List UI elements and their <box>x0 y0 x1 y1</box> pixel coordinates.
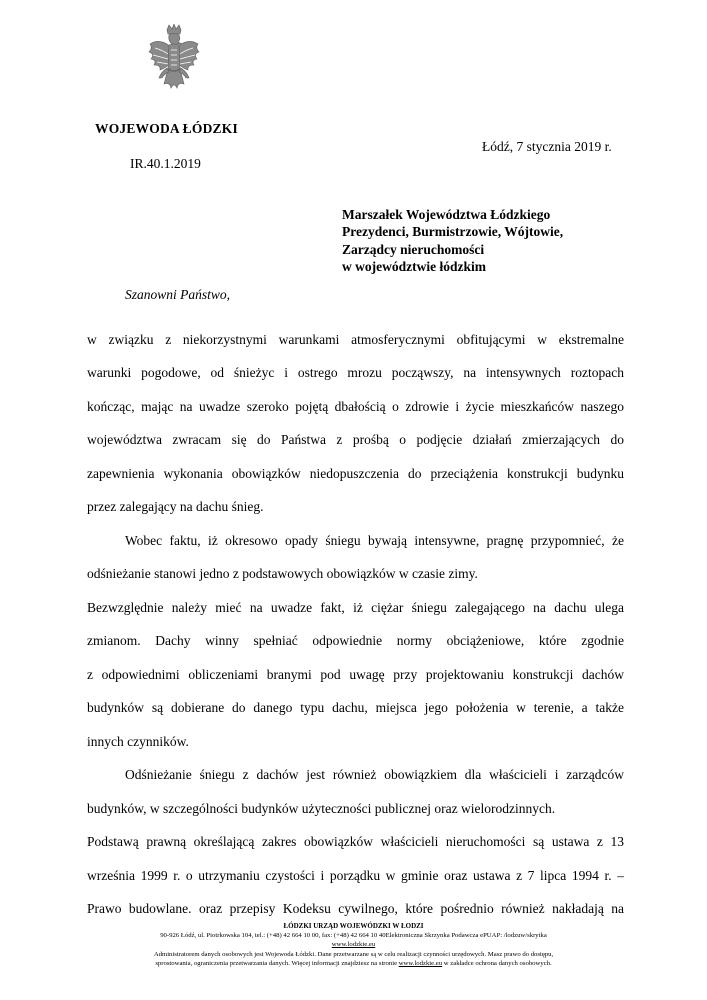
salutation: Szanowni Państwo, <box>125 287 231 302</box>
footer-privacy-link[interactable]: www.lodzkie.eu <box>398 960 443 967</box>
issuer-title: WOJEWODA ŁÓDZKI <box>95 121 238 136</box>
footer-privacy-line-2 <box>0 960 707 967</box>
footer-website-link[interactable]: www.lodzkie.eu <box>331 941 376 948</box>
polish-eagle-emblem <box>147 24 201 110</box>
body-line: w związku z niekorzystnymi warunkami atmosferycznymi obfitującymi w ekstremalne <box>87 332 624 347</box>
recipient-line: Marszałek Województwa Łódzkiego <box>342 207 551 222</box>
body-line: innych czynników. <box>87 734 189 749</box>
body-line: września 1999 r. o utrzymaniu czystości i porządku w gminie oraz ustawa z 7 lipca 1994 r. – <box>87 868 624 883</box>
body-line: odśnieżanie stanowi jedno z podstawowych obowiązków w czasie zimy. <box>87 566 478 581</box>
recipients-block <box>342 206 563 275</box>
body-line: Odśnieżanie śniegu z dachów jest również obowiązkiem dla właścicieli i zarządców <box>125 767 624 782</box>
body-line: województwa zwracam się do Państwa z prośbą o podjęcie działań zmierzających do <box>87 432 624 447</box>
body-line: zmianom. Dachy winny spełniać odpowiednie normy obciążeniowe, które zgodnie <box>87 633 624 648</box>
recipient-line: Zarządcy nieruchomości <box>342 241 485 257</box>
footer-office-name: ŁÓDZKI URZĄD WOJEWÓDZKI W ŁODZI <box>283 922 424 930</box>
body-line: Prawo budowlane. oraz przepisy Kodeksu cywilnego, które pośrednio również nakładają na <box>87 901 624 916</box>
footer-privacy-text: sprostowania, ograniczenia przetwarzania danych. Więcej informacji znajdziesz na stronie <box>155 960 399 967</box>
letter-date: Łódź, 7 stycznia 2019 r. <box>482 139 612 154</box>
footer-address: 90-926 Łódź, ul. Piotrkowska 104, tel.: (+48) 42 664 10 00, fax: (+48) 42 664 10 40Elektroniczna Skrzynka Podawcza ePUAP: /lodzuw/skrytka <box>160 932 547 939</box>
recipient-line: w województwie łódzkim <box>342 258 486 274</box>
footer-privacy-text-end: w zakładce ochrona danych osobowych. <box>442 960 552 967</box>
body-line: przez zalegający na dachu śnieg. <box>87 499 264 514</box>
footer-website-row <box>0 941 707 948</box>
body-line: Wobec faktu, iż okresowo opady śniegu bywają intensywne, pragnę przypomnieć, że <box>125 533 624 548</box>
body-line: Bezwzględnie należy mieć na uwadze fakt, iż ciężar śniegu zalegającego na dachu ulega <box>87 600 624 615</box>
body-line: Podstawą prawną określającą zakres obowiązków właścicieli nieruchomości są ustawa z 13 <box>87 834 624 849</box>
body-line: z odpowiednimi obliczeniami branymi pod uwagę przy projektowaniu konstrukcji dachów <box>87 667 624 682</box>
body-line: kończąc, mając na uwadze szeroko pojętą dbałością o zdrowie i życie mieszkańców naszego <box>87 399 624 414</box>
body-line: budynków są dobierane do danego typu dachu, miejsca jego położenia w terenie, a także <box>87 700 624 715</box>
body-line: warunki pogodowe, od śnieżyc i ostrego mrozu począwszy, na intensywnych roztopach <box>87 365 624 380</box>
footer-privacy-line-1: Administratorem danych osobowych jest Wojewoda Łódzki. Dane przetwarzane są w celu realizacji czynności urzędowych. Masz prawo do dostępu, <box>153 951 554 958</box>
recipient-line: Prezydenci, Burmistrzowie, Wójtowie, <box>342 224 564 240</box>
reference-number: IR.40.1.2019 <box>130 156 201 171</box>
body-line: budynków, w szczególności budynków użyteczności publicznej oraz wielorodzinnych. <box>87 801 556 816</box>
body-line: zapewnienia wykonania obowiązków niedopuszczenia do przeciążenia konstrukcji budynku <box>87 466 624 481</box>
